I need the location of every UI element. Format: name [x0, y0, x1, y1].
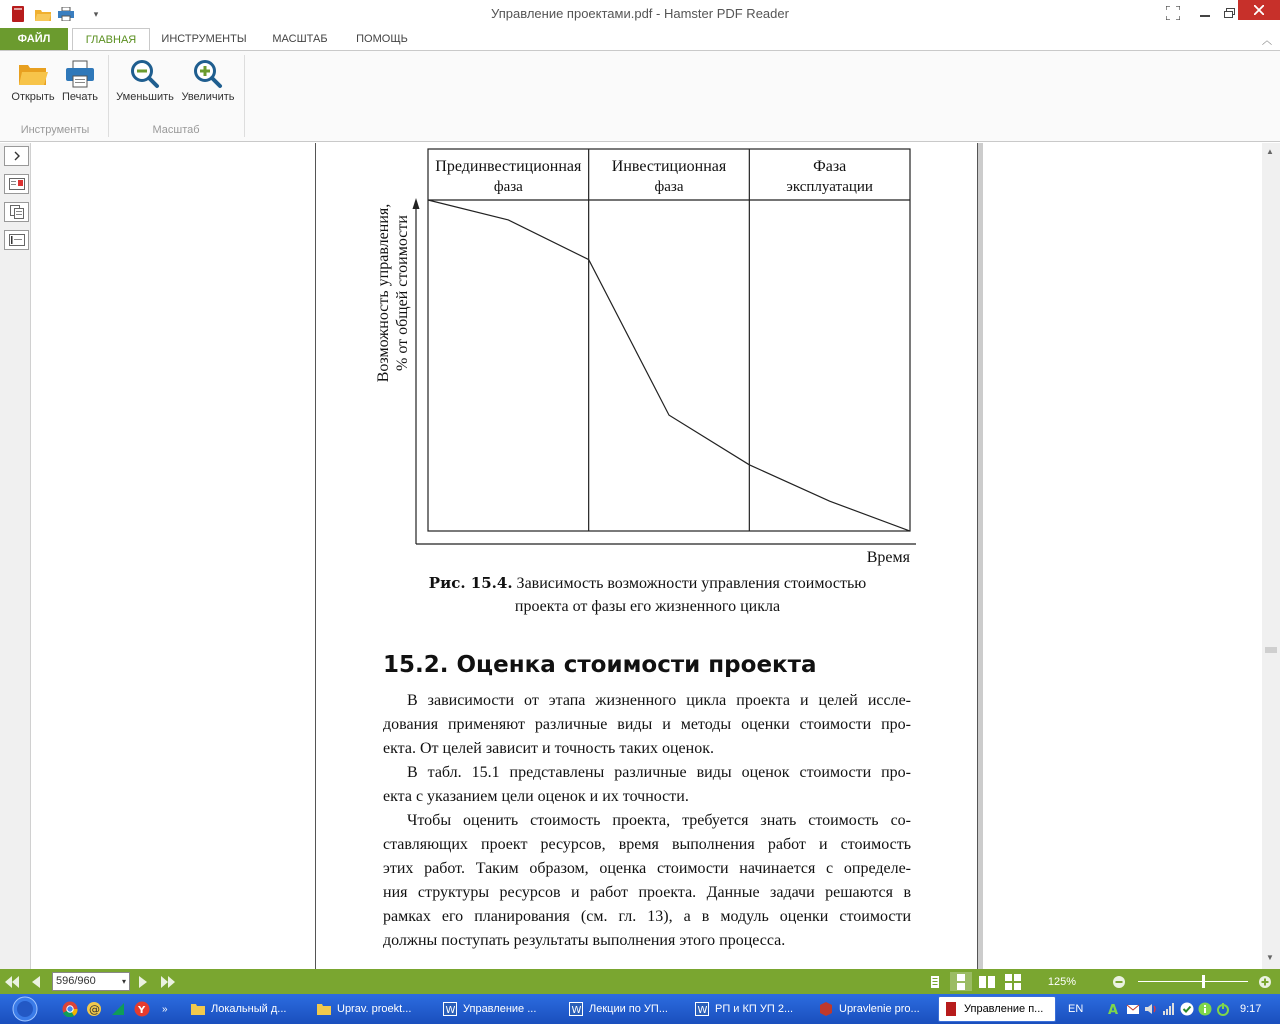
word-icon — [694, 1001, 710, 1017]
scroll-down-icon[interactable]: ▼ — [1266, 953, 1274, 962]
task-upravlenie-pro[interactable] — [814, 996, 932, 1022]
printer-icon — [64, 57, 96, 91]
start-button[interactable] — [8, 996, 42, 1022]
paragraph-line: екта с указанием цели оценок и их точности. — [383, 788, 689, 805]
task-hamster-pdf[interactable] — [938, 996, 1056, 1022]
group-label-zoom: Масштаб — [152, 124, 200, 136]
paragraph-line: ставляющих проект ресурсов, время выполнения работ и стоимость — [383, 836, 911, 853]
quick-access-dropdown-icon[interactable]: ▾ — [93, 8, 99, 19]
tab-zoom[interactable]: МАСШТАБ — [272, 33, 328, 45]
folder-icon — [190, 1001, 206, 1017]
paragraph-line: В табл. 15.1 представлены различные виды оценок стоимости про- — [407, 764, 911, 781]
zoom-in-icon — [192, 57, 224, 91]
continuous-view-icon[interactable] — [950, 972, 972, 991]
svg-text:W: W — [445, 1005, 456, 1016]
task-label: РП и КП УП 2... — [715, 1003, 794, 1015]
zoom-out-label: Уменьшить — [116, 91, 174, 103]
svg-text:@: @ — [89, 1003, 100, 1016]
y-axis-label: % от общей стоимости — [394, 215, 411, 371]
y-axis-label: Возможность управления, — [375, 203, 392, 383]
ribbon — [0, 50, 1280, 142]
x-axis-label: Время — [866, 549, 910, 566]
phase-label: фаза — [654, 179, 684, 195]
tab-help[interactable]: ПОМОЩЬ — [356, 33, 408, 45]
paragraph-1 — [383, 689, 911, 761]
task-word-rp-kp[interactable] — [690, 996, 808, 1022]
group-label-tools: Инструменты — [20, 124, 90, 136]
zoom-slider[interactable] — [1138, 972, 1248, 991]
close-button[interactable] — [1238, 0, 1280, 20]
collapse-ribbon-icon[interactable]: ︿ — [1262, 36, 1272, 47]
open-label: Открыть — [11, 91, 55, 103]
print-button[interactable] — [58, 57, 102, 103]
cost-control-chart — [316, 143, 979, 573]
phase-label: эксплуатации — [786, 179, 873, 195]
zoom-level: 125% — [1047, 975, 1077, 988]
phase-label: Фаза — [813, 158, 847, 175]
paragraph-3 — [383, 809, 911, 953]
paragraph-line: должны поступать результаты выполнения этого процесса. — [383, 932, 786, 949]
left-sidebar — [0, 143, 31, 969]
phase-label: Инвестиционная — [611, 158, 727, 175]
first-page-icon[interactable] — [2, 972, 22, 991]
zoom-in-small-icon[interactable] — [1256, 972, 1274, 991]
word-icon — [442, 1001, 458, 1017]
window-title: Управление проектами.pdf - Hamster PDF Reader — [491, 6, 789, 21]
word-icon — [568, 1001, 584, 1017]
expand-sidebar-icon[interactable] — [4, 146, 29, 166]
task-label: Локальный д... — [211, 1003, 287, 1015]
task-label: Управление п... — [964, 1003, 1044, 1015]
email-icon[interactable] — [86, 996, 104, 1022]
zoom-slider-track — [1138, 981, 1248, 982]
taskbar — [0, 994, 1280, 1024]
single-page-view-icon[interactable] — [926, 972, 944, 991]
fullscreen-icon[interactable] — [1160, 0, 1186, 26]
thumbnails-icon[interactable] — [4, 174, 29, 194]
prev-page-icon[interactable] — [28, 972, 44, 991]
page-number-value: 596/960 — [56, 975, 96, 987]
figure-caption-line2: проекта от фазы его жизненного цикла — [514, 598, 781, 615]
cost-control-line — [428, 200, 910, 531]
chart-frame — [428, 149, 910, 531]
facing-continuous-view-icon[interactable] — [1002, 972, 1024, 991]
power-tray-icon[interactable] — [1216, 996, 1232, 1022]
archive-icon — [818, 1001, 834, 1017]
figure-caption-text1: Зависимость возможности управления стоимостью — [516, 575, 867, 592]
scroll-up-icon[interactable]: ▲ — [1266, 147, 1274, 156]
vertical-scrollbar[interactable] — [1262, 143, 1280, 969]
task-uprav-proekt[interactable] — [312, 996, 430, 1022]
task-label: Управление ... — [463, 1003, 537, 1015]
chrome-icon[interactable] — [62, 996, 80, 1022]
page-dropdown-icon[interactable]: ▾ — [121, 977, 126, 986]
page-shadow — [978, 143, 983, 969]
figure-number: Рис. 15.4. — [428, 574, 513, 592]
task-word-lekcii[interactable] — [564, 996, 682, 1022]
tab-home[interactable]: ГЛАВНАЯ — [72, 28, 150, 51]
ribbon-tabs — [0, 28, 1280, 50]
paragraph-line: екта. От целей зависит и точность таких оценок. — [383, 740, 714, 757]
paragraph-2 — [383, 761, 911, 809]
next-page-icon[interactable] — [136, 972, 150, 991]
task-local-disk[interactable] — [186, 996, 304, 1022]
open-button[interactable] — [7, 57, 59, 103]
bookmarks-icon[interactable] — [4, 230, 29, 250]
language-indicator[interactable]: EN — [1068, 1003, 1084, 1015]
clock: 9:17 — [1240, 1003, 1262, 1015]
paragraph-line: дования применяют различные виды и методы оценки стоимости про- — [383, 716, 911, 733]
svg-text:A: A — [1108, 1003, 1119, 1016]
paragraph-line: этих работ. Таким образом, оценка стоимости начинается с определе- — [383, 860, 911, 877]
network-icon[interactable] — [1162, 996, 1178, 1022]
minimize-button[interactable] — [1192, 0, 1218, 26]
svg-text:W: W — [571, 1005, 582, 1016]
figure-caption-line1 — [316, 574, 979, 593]
page-number-input[interactable] — [52, 972, 130, 991]
phase-label: фаза — [493, 179, 523, 195]
task-label: Лекции по УП... — [589, 1003, 668, 1015]
task-label: Uprav. proekt... — [337, 1003, 412, 1015]
info-tray-icon[interactable] — [1198, 996, 1214, 1022]
phase-label: Прединвестиционная — [435, 158, 582, 175]
task-label: Upravlenie pro... — [839, 1003, 920, 1015]
scroll-thumb[interactable] — [1265, 647, 1277, 653]
pdf-reader-icon — [943, 1001, 959, 1017]
title-bar — [0, 0, 1280, 28]
document-viewport[interactable] — [32, 143, 1262, 969]
svg-text:W: W — [697, 1005, 708, 1016]
yandex-browser-icon[interactable] — [134, 996, 152, 1022]
ribbon-separator — [108, 55, 109, 137]
facing-view-icon[interactable] — [976, 972, 998, 991]
zoom-in-button[interactable] — [178, 57, 238, 103]
tab-tools[interactable]: ИНСТРУМЕНТЫ — [161, 33, 247, 45]
zoom-out-icon — [129, 57, 161, 91]
ribbon-separator — [244, 55, 245, 137]
paragraph-line: ния структуры ресурсов и работ проекта. Данные задачи решаются в — [383, 884, 911, 901]
zoom-out-button[interactable] — [113, 57, 177, 103]
tab-file[interactable]: ФАЙЛ — [0, 28, 68, 50]
paragraph-line: рамках его планирования (см. гл. 13), а в модуль оценки стоимости — [383, 908, 911, 925]
font-tray-icon[interactable] — [1108, 996, 1124, 1022]
svg-text:Y: Y — [138, 1005, 146, 1016]
pages-icon[interactable] — [4, 202, 29, 222]
folder-open-icon — [17, 57, 49, 91]
last-page-icon[interactable] — [158, 972, 178, 991]
download-icon[interactable] — [110, 996, 128, 1022]
volume-icon[interactable] — [1144, 996, 1160, 1022]
mail-tray-icon[interactable] — [1126, 996, 1142, 1022]
pdf-page — [315, 143, 978, 969]
zoom-slider-thumb[interactable] — [1202, 975, 1205, 988]
print-label: Печать — [61, 91, 99, 103]
paragraph-line: Чтобы оценить стоимость проекта, требуется знать стоимость со- — [407, 812, 911, 829]
paragraph-line: В зависимости от этапа жизненного цикла проекта и целей иссле- — [407, 692, 911, 709]
folder-icon — [316, 1001, 332, 1017]
zoom-out-small-icon[interactable] — [1110, 972, 1128, 991]
antivirus-check-icon[interactable] — [1180, 996, 1196, 1022]
zoom-in-label: Увеличить — [181, 91, 235, 103]
more-quicklaunch-icon[interactable]: » — [162, 1003, 168, 1015]
task-word-upravlenie[interactable] — [438, 996, 556, 1022]
status-bar — [0, 969, 1280, 994]
section-heading: 15.2. Оценка стоимости проекта — [383, 652, 817, 678]
y-axis-arrow — [413, 198, 420, 209]
